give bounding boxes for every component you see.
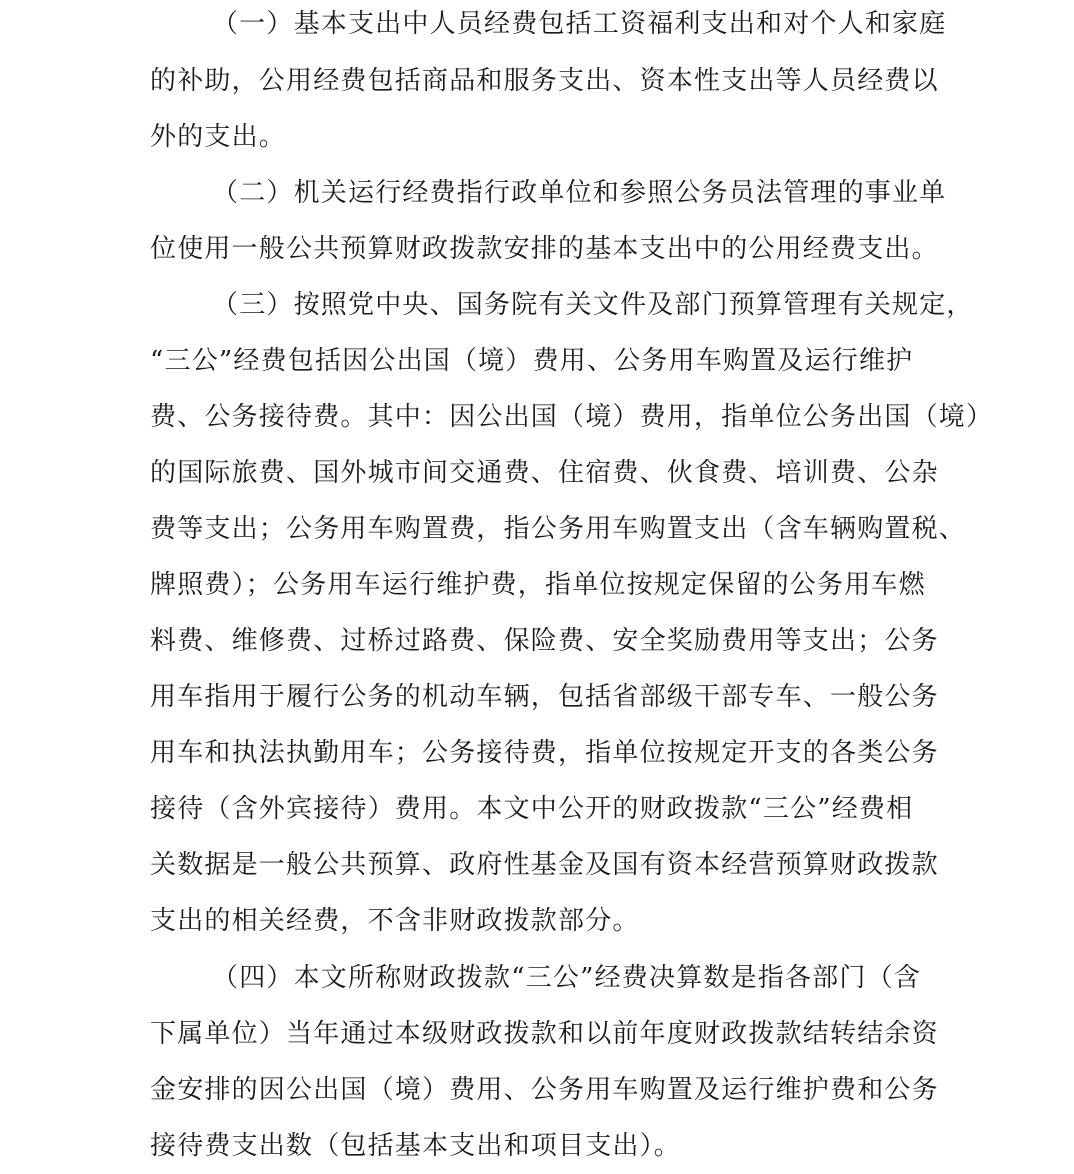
- paragraph-3-line-12: 支出的相关经费，不含非财政拨款部分。: [150, 906, 640, 936]
- paragraph-1-line-1: （一）基本支出中人员经费包括工资福利支出和对个人和家庭: [212, 9, 947, 39]
- paragraph-4-line-2: 下属单位）当年通过本级财政拨款和以前年度财政拨款结转结余资: [150, 1019, 939, 1049]
- paragraph-4-line-1: （四）本文所称财政拨款“三公”经费决算数是指各部门（含: [212, 963, 921, 993]
- paragraph-3-line-3: 费、公务接待费。其中：因公出国（境）费用，指单位公务出国（境）: [150, 402, 994, 432]
- paragraph-3-line-2: “三公”经费包括因公出国（境）费用、公务用车购置及运行维护: [150, 346, 914, 376]
- paragraph-4-line-3: 金安排的因公出国（境）费用、公务用车购置及运行维护费和公务: [150, 1075, 939, 1105]
- paragraph-3-line-4: 的国际旅费、国外城市间交通费、住宿费、伙食费、培训费、公杂: [150, 458, 939, 488]
- paragraph-3-line-5: 费等支出；公务用车购置费，指公务用车购置支出（含车辆购置税、: [150, 514, 967, 544]
- paragraph-2-line-1: （二）机关运行经费指行政单位和参照公务员法管理的事业单: [212, 178, 947, 208]
- paragraph-3-line-10: 接待（含外宾接待）费用。本文中公开的财政拨款“三公”经费相: [150, 794, 914, 824]
- paragraph-1-line-2: 的补助，公用经费包括商品和服务支出、资本性支出等人员经费以: [150, 66, 939, 96]
- paragraph-3-line-6: 牌照费）；公务用车运行维护费，指单位按规定保留的公务用车燃: [150, 570, 926, 600]
- paragraph-3-line-7: 料费、维修费、过桥过路费、保险费、安全奖励费用等支出；公务: [150, 626, 939, 656]
- paragraph-3-line-1: （三）按照党中央、国务院有关文件及部门预算管理有关规定，: [212, 290, 974, 320]
- paragraph-3-line-9: 用车和执法执勤用车；公务接待费，指单位按规定开支的各类公务: [150, 738, 939, 768]
- paragraph-1-line-3: 外的支出。: [150, 122, 287, 152]
- paragraph-3-line-11: 关数据是一般公共预算、政府性基金及国有资本经营预算财政拨款: [150, 850, 939, 880]
- paragraph-2-line-2: 位使用一般公共预算财政拨款安排的基本支出中的公用经费支出。: [150, 234, 939, 264]
- paragraph-4-line-4: 接待费支出数（包括基本支出和项目支出）。: [150, 1131, 682, 1161]
- paragraph-3-line-8: 用车指用于履行公务的机动车辆，包括省部级干部专车、一般公务: [150, 682, 939, 712]
